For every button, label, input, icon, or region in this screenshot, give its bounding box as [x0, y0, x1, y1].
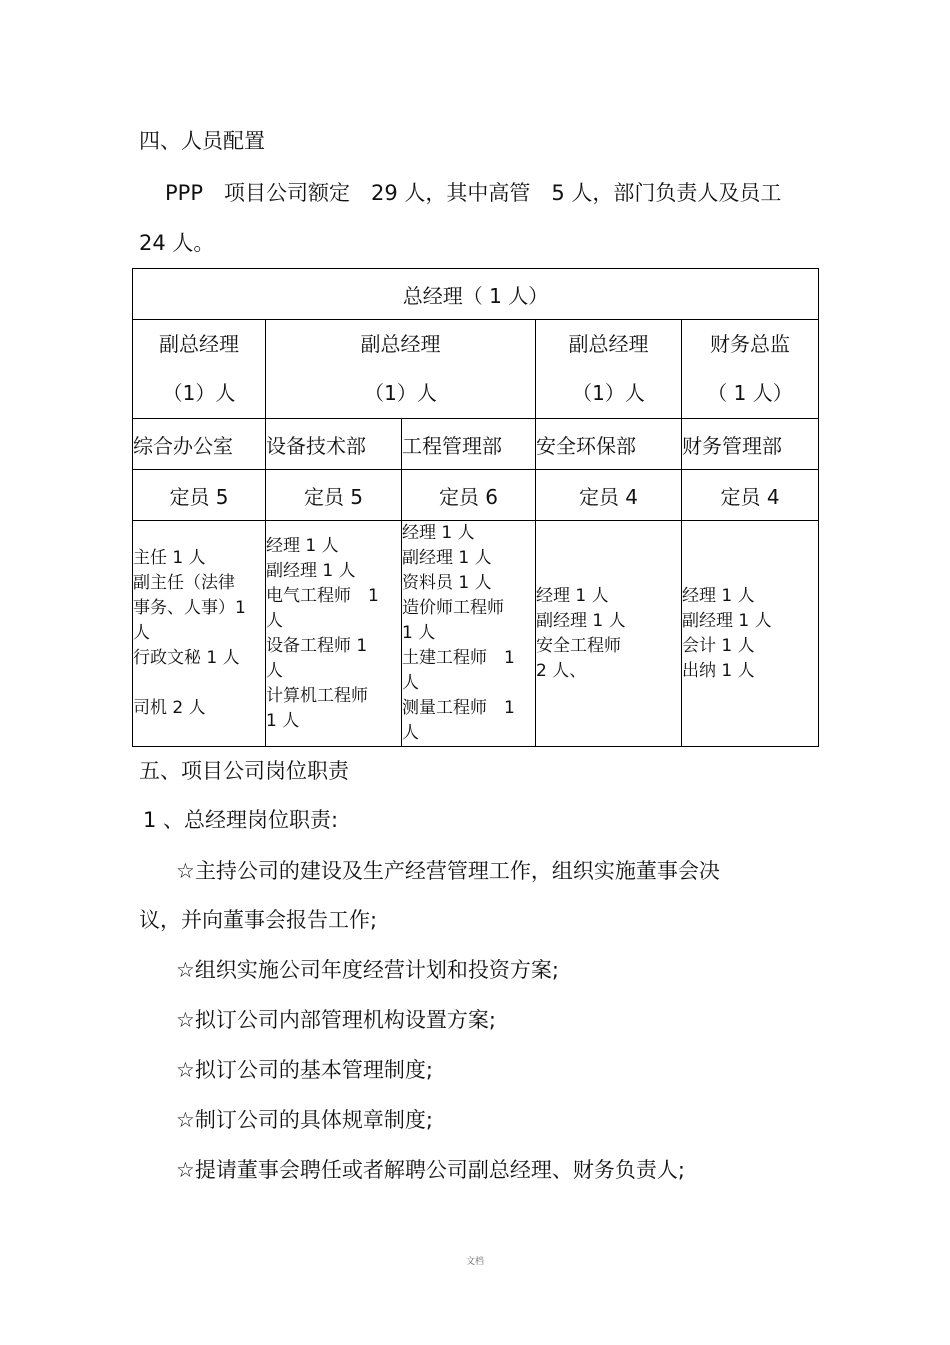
staff-line: 造价师工程师 — [402, 598, 504, 618]
duty-line: ☆拟订公司内部管理机构设置方案; — [176, 1008, 496, 1032]
department-cell: 设备技术部 — [266, 419, 402, 470]
exec-cell — [133, 320, 266, 419]
department-cell: 工程管理部 — [402, 419, 536, 470]
staff-line: 资料员 1 人 — [402, 573, 492, 593]
quota-cell: 定员 4 — [682, 470, 819, 521]
staff-line: 人 — [402, 723, 419, 743]
staff-line: 副经理 1 人 — [536, 610, 626, 631]
staff-line: 会计 1 人 — [682, 635, 755, 656]
staff-line: 副经理 1 人 — [266, 560, 356, 581]
exec-count: （ 1 人） — [707, 381, 793, 405]
staff-line: 主任 1 人 — [133, 548, 206, 568]
quota-cell: 定员 4 — [536, 470, 682, 521]
staff-line: 测量工程师 1 — [402, 698, 515, 718]
staff-cell — [536, 521, 682, 747]
department-cell: 安全环保部 — [536, 419, 682, 470]
duty-line: ☆组织实施公司年度经营计划和投资方案; — [176, 958, 559, 982]
staff-line: 经理 1 人 — [682, 585, 755, 606]
staff-line: 司机 2 人 — [133, 698, 206, 718]
staff-line: 副主任（法律 — [133, 573, 235, 593]
staff-line: 电气工程师 1 — [266, 585, 379, 606]
section5-heading: 五、项目公司岗位职责 — [139, 759, 349, 783]
staff-line: 副经理 1 人 — [402, 548, 492, 568]
exec-count: （1）人 — [162, 381, 236, 405]
duty-line: ☆制订公司的具体规章制度; — [176, 1108, 433, 1132]
staff-line: 人 — [133, 623, 150, 643]
exec-cell — [682, 320, 819, 419]
staff-cell — [266, 521, 402, 747]
staff-line: 土建工程师 1 — [402, 648, 515, 668]
staff-line: 计算机工程师 — [266, 685, 368, 706]
section4-intro-line1: PPP 项目公司额定 29 人，其中高管 5 人，部门负责人及员工 — [165, 181, 782, 205]
staff-line: 设备工程师 1 — [266, 635, 368, 656]
staff-line: 人 — [266, 660, 283, 681]
duty-line: ☆主持公司的建设及生产经营管理工作，组织实施董事会决 — [176, 859, 720, 883]
staff-line: 经理 1 人 — [536, 585, 609, 606]
duty-line: ☆拟订公司的基本管理制度; — [176, 1058, 433, 1082]
section5-subheading: 1 、总经理岗位职责: — [143, 808, 339, 832]
staff-line: 1 人 — [402, 623, 436, 643]
staff-line: 出纳 1 人 — [682, 660, 755, 681]
page-footer: 文档 — [465, 1257, 484, 1267]
exec-title: 副总经理 — [568, 332, 649, 356]
exec-cell — [536, 320, 682, 419]
general-manager-cell: 总经理（ 1 人） — [133, 269, 819, 320]
exec-title: 副总经理 — [360, 332, 441, 356]
staff-cell — [133, 521, 266, 747]
staff-line: 经理 1 人 — [266, 535, 339, 556]
staff-line: 行政文秘 1 人 — [133, 648, 240, 668]
staff-line: 事务、人事）1 — [133, 598, 246, 618]
exec-count: （1）人 — [572, 381, 645, 405]
staff-line: 安全工程师 — [536, 635, 621, 656]
duty-line: 议，并向董事会报告工作; — [139, 908, 378, 932]
quota-cell: 定员 6 — [402, 470, 536, 521]
org-structure-table — [132, 268, 819, 747]
duty-line: ☆提请董事会聘任或者解聘公司副总经理、财务负责人; — [176, 1158, 685, 1182]
staff-line: 经理 1 人 — [402, 523, 475, 543]
exec-count: （1）人 — [364, 381, 437, 405]
section4-heading: 四、人员配置 — [139, 129, 265, 153]
staff-line: 副经理 1 人 — [682, 610, 772, 631]
department-cell: 财务管理部 — [682, 419, 819, 470]
exec-title: 副总经理 — [159, 332, 239, 356]
staff-line-spacer — [133, 671, 265, 696]
staff-cell — [682, 521, 819, 747]
section4-intro-line2: 24 人。 — [139, 231, 215, 255]
staff-cell — [402, 521, 536, 747]
quota-cell: 定员 5 — [133, 470, 266, 521]
staff-line: 2 人、 — [536, 660, 587, 681]
staff-line: 人 — [266, 610, 283, 631]
exec-cell — [266, 320, 536, 419]
quota-cell: 定员 5 — [266, 470, 402, 521]
department-cell: 综合办公室 — [133, 419, 266, 470]
staff-line: 人 — [402, 673, 419, 693]
exec-title: 财务总监 — [710, 332, 791, 356]
staff-line: 1 人 — [266, 710, 300, 731]
